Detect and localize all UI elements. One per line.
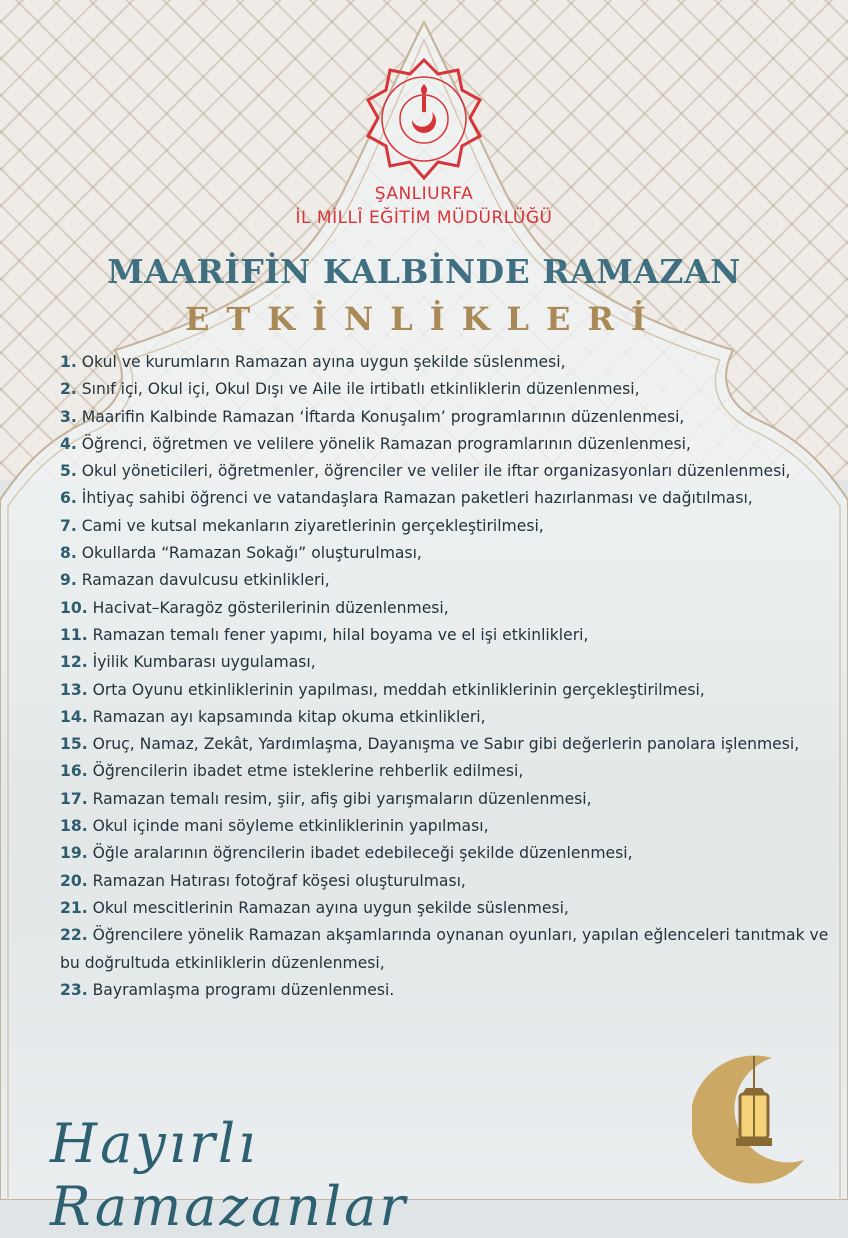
list-item: 22. Öğrencilere yönelik Ramazan akşamlarında oynanan oyunları, yapılan eğlenceleri tanıtmak ve bu doğrultuda etkinliklerin düzenlenmesi, xyxy=(60,926,829,972)
list-item: 15. Oruç, Namaz, Zekât, Yardımlaşma, Dayanışma ve Sabır gibi değerlerin panolara işlenmesi, xyxy=(60,735,800,754)
page-title: MAARİFİN KALBİNDE RAMAZAN xyxy=(107,252,741,291)
list-item: 7. Cami ve kutsal mekanların ziyaretlerinin gerçekleştirilmesi, xyxy=(60,516,544,535)
list-item: 8. Okullarda “Ramazan Sokağı” oluşturulması, xyxy=(60,544,422,563)
list-item: 19. Öğle aralarının öğrencilerin ibadet edebileceği şekilde düzenlenmesi, xyxy=(60,844,633,863)
list-item: 18. Okul içinde mani söyleme etkinliklerinin yapılması, xyxy=(60,817,489,836)
list-item: 16. Öğrencilerin ibadet etme isteklerine rehberlik edilmesi, xyxy=(60,762,524,781)
page-subtitle: ETKİNLİKLERİ xyxy=(185,300,663,338)
list-item: 9. Ramazan davulcusu etkinlikleri, xyxy=(60,571,330,590)
ministry-seal xyxy=(360,56,488,184)
department-name: İL MİLLÎ EĞİTİM MÜDÜRLÜĞÜ xyxy=(295,208,553,228)
list-item: 3. Maarifin Kalbinde Ramazan ‘İftarda Konuşalım’ programlarının düzenlenmesi, xyxy=(60,407,685,426)
list-item: 2. Sınıf içi, Okul içi, Okul Dışı ve Aile ile irtibatlı etkinliklerin düzenlenmesi, xyxy=(60,380,640,399)
city-name: ŞANLIURFA xyxy=(374,184,474,204)
list-item: 21. Okul mescitlerinin Ramazan ayına uygun şekilde süslenmesi, xyxy=(60,898,569,917)
list-item: 4. Öğrenci, öğretmen ve velilere yönelik Ramazan programlarının düzenlenmesi, xyxy=(60,434,691,453)
activity-list xyxy=(60,349,840,1004)
list-item: 1. Okul ve kurumların Ramazan ayına uygun şekilde süslenmesi, xyxy=(60,353,566,371)
list-item: 11. Ramazan temalı fener yapımı, hilal boyama ve el işi etkinlikleri, xyxy=(60,625,589,644)
crescent-lantern-icon xyxy=(692,1050,812,1190)
list-item: 5. Okul yöneticileri, öğretmenler, öğrenciler ve veliler ile iftar organizasyonları düzenlenmesi, xyxy=(60,462,791,481)
greeting-signature: Hayırlı Ramazanlar xyxy=(50,1112,409,1238)
list-item: 12. İyilik Kumbarası uygulaması, xyxy=(60,653,316,672)
list-item: 20. Ramazan Hatırası fotoğraf köşesi oluşturulması, xyxy=(60,871,466,890)
list-item: 10. Hacivat–Karagöz gösterilerinin düzenlenmesi, xyxy=(60,598,449,617)
list-item: 23. Bayramlaşma programı düzenlenmesi. xyxy=(60,980,395,999)
list-item: 6. İhtiyaç sahibi öğrenci ve vatandaşlara Ramazan paketleri hazırlanması ve dağıtılması, xyxy=(60,489,753,508)
list-item: 14. Ramazan ayı kapsamında kitap okuma etkinlikleri, xyxy=(60,707,486,726)
list-item: 17. Ramazan temalı resim, şiir, afiş gibi yarışmaların düzenlenmesi, xyxy=(60,789,592,808)
list-item: 13. Orta Oyunu etkinliklerinin yapılması, meddah etkinliklerinin gerçekleştirilmesi, xyxy=(60,680,705,699)
